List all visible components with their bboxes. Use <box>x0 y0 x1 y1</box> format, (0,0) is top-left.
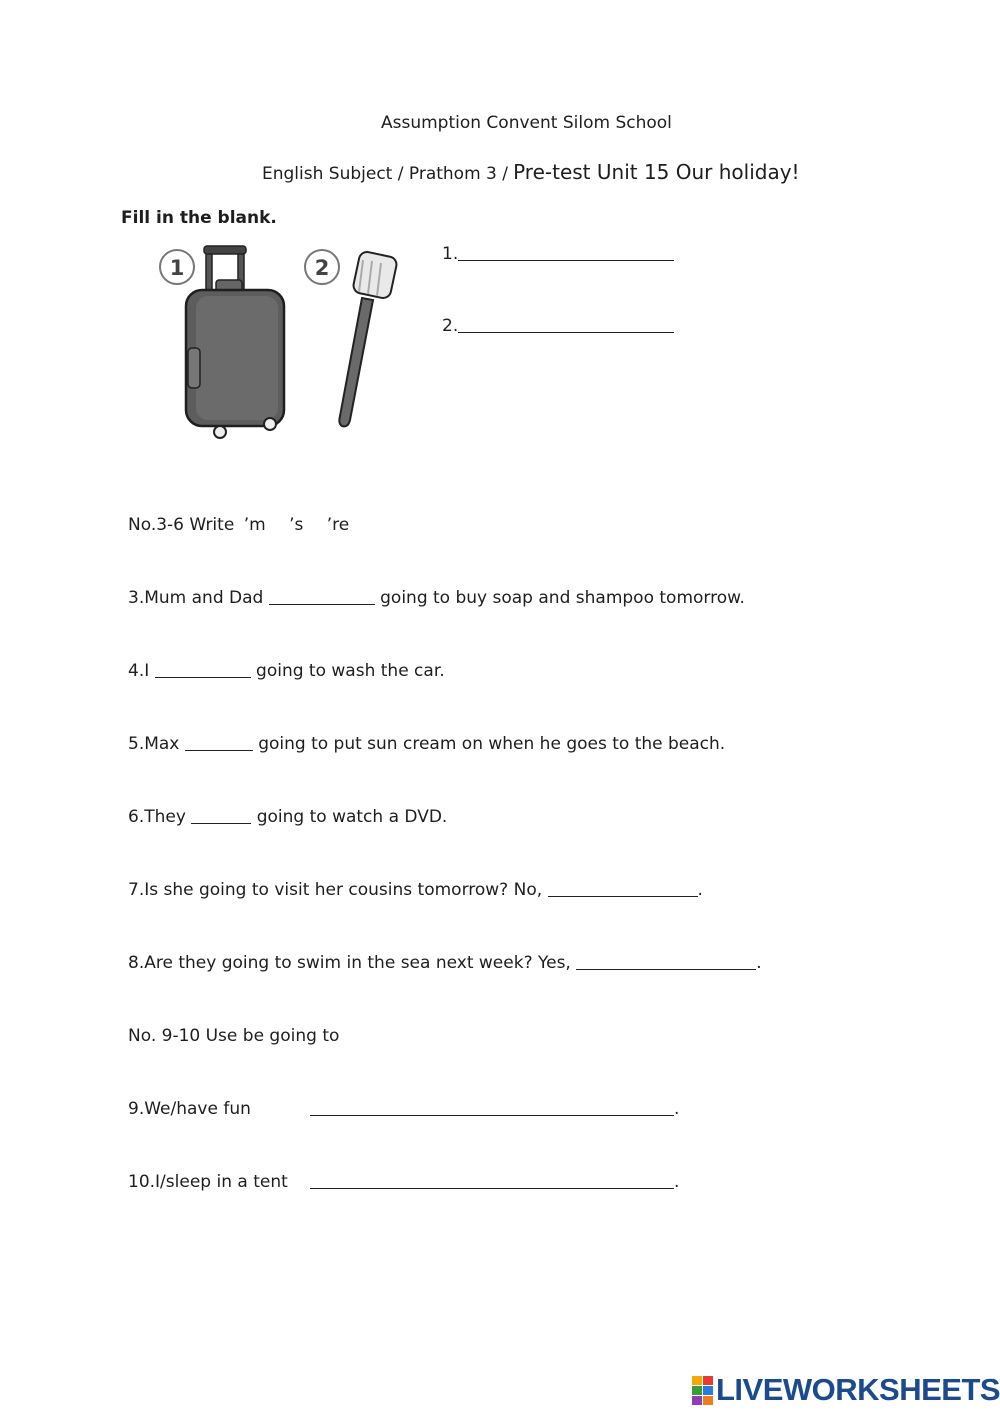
number-badge-2 <box>305 250 339 284</box>
question-6: 6.They going to watch a DVD. <box>128 807 448 827</box>
question-5: 5.Max going to put sun cream on when he goes to the beach. <box>128 734 726 754</box>
logo-text: LIVEWORKSHEETS <box>716 1372 1000 1407</box>
logo-blocks-icon <box>692 1374 714 1408</box>
school-name: Assumption Convent Silom School <box>381 113 672 133</box>
toothbrush-icon <box>339 251 398 427</box>
answer-line-2: 2. <box>442 316 674 336</box>
question-9-prompt: 9.We/have fun <box>128 1099 251 1119</box>
svg-text:2: 2 <box>314 256 330 280</box>
number-badge-1 <box>160 250 194 284</box>
blank-5[interactable] <box>185 749 253 751</box>
blank-3[interactable] <box>269 603 375 605</box>
blank-2[interactable] <box>458 331 674 333</box>
question-9-answer: . <box>310 1099 679 1119</box>
blank-4[interactable] <box>155 676 251 678</box>
question-10-prompt: 10.I/sleep in a tent <box>128 1172 288 1192</box>
blank-7[interactable] <box>548 895 698 897</box>
question-10-answer: . <box>310 1172 679 1192</box>
fill-blank-instruction: Fill in the blank. <box>121 208 277 228</box>
blank-1[interactable] <box>458 259 674 261</box>
blank-9[interactable] <box>310 1114 674 1116</box>
subtitle <box>262 160 800 184</box>
svg-text:1: 1 <box>169 256 185 280</box>
option-re: ’re <box>326 515 350 535</box>
suitcase-icon <box>186 246 284 438</box>
answer-line-1: 1. <box>442 244 674 264</box>
option-m: ’m <box>243 515 266 535</box>
option-s: ’s <box>289 515 304 535</box>
blank-6[interactable] <box>191 822 251 824</box>
liveworksheets-logo <box>692 1372 1000 1408</box>
subject-text: English Subject / Prathom 3 / <box>262 164 508 184</box>
be-going-to-instruction: No. 9-10 Use be going to <box>128 1026 340 1046</box>
question-4: 4.I going to wash the car. <box>128 661 445 681</box>
test-title: Pre-test Unit 15 Our holiday! <box>513 160 800 184</box>
question-7: 7.Is she going to visit her cousins tomorrow? No, . <box>128 880 703 900</box>
question-8: 8.Are they going to swim in the sea next week? Yes, . <box>128 953 762 973</box>
write-instruction: No.3-6 Write ’m ’s ’re <box>128 515 350 535</box>
question-3: 3.Mum and Dad going to buy soap and shampoo tomorrow. <box>128 588 745 608</box>
pictures <box>150 240 410 450</box>
blank-10[interactable] <box>310 1187 674 1189</box>
blank-8[interactable] <box>576 968 756 970</box>
